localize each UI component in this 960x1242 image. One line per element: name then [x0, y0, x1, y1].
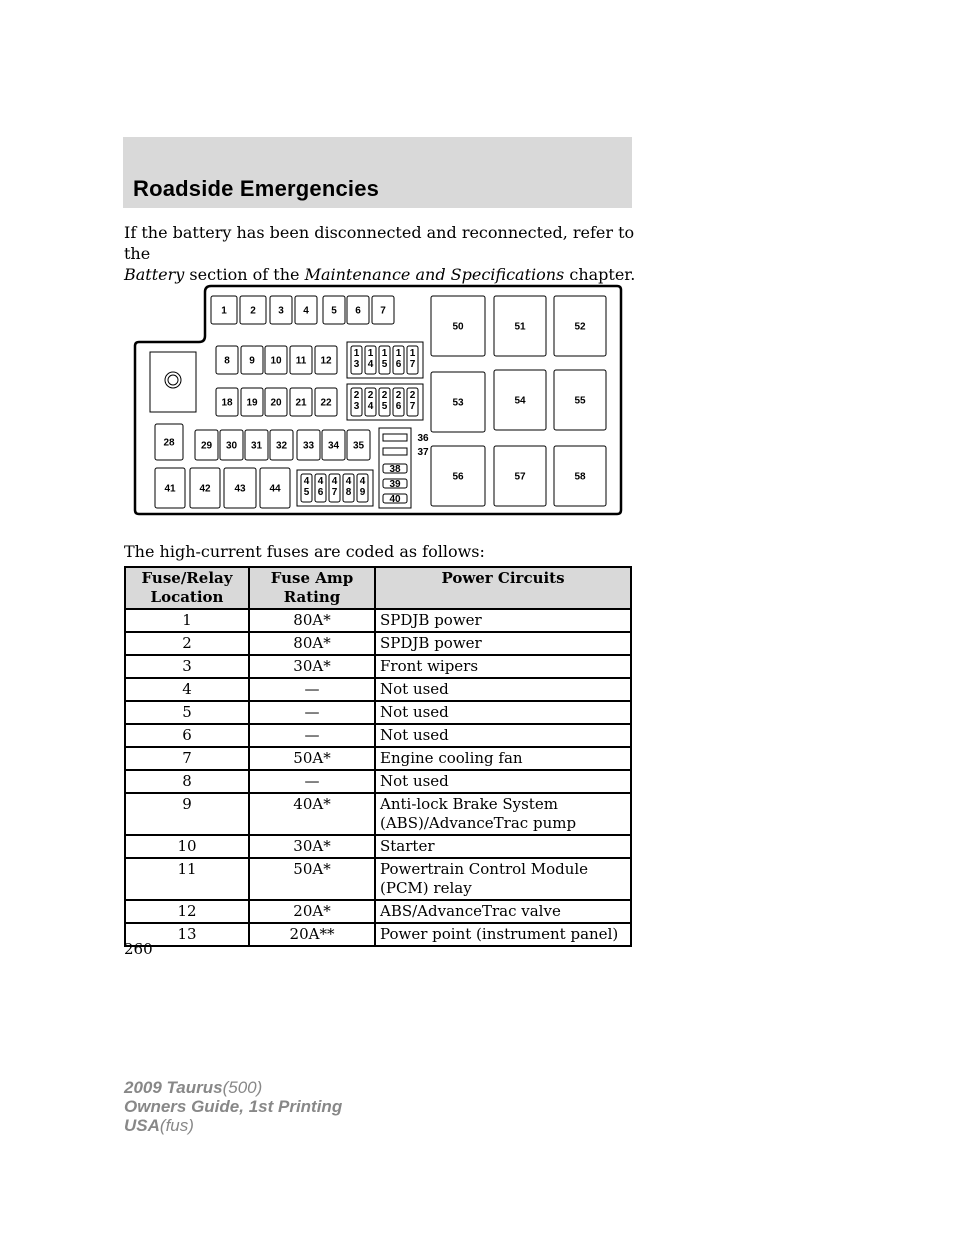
fuse-label: 56 — [452, 471, 464, 483]
cell-amp-rating: — — [249, 701, 375, 724]
cell-amp-rating: 80A* — [249, 609, 375, 632]
cell-amp-rating: — — [249, 724, 375, 747]
cell-location: 9 — [125, 793, 249, 835]
fuse-label: 42 — [199, 483, 211, 495]
cell-location: 11 — [125, 858, 249, 900]
footer-region-code: (fus) — [159, 1116, 194, 1135]
fuse-label: 4 6 — [317, 476, 324, 498]
cell-location: 4 — [125, 678, 249, 701]
fuse-label: 11 — [295, 355, 307, 367]
document-footer — [124, 1078, 342, 1135]
fuse-label: 40 — [389, 494, 401, 505]
cell-location: 3 — [125, 655, 249, 678]
fuse-label: 1 6 — [395, 348, 402, 370]
chapter-name: Maintenance and Specifications — [304, 265, 565, 284]
table-row — [125, 793, 631, 835]
cell-amp-rating: 30A* — [249, 835, 375, 858]
table-row — [125, 900, 631, 923]
fuse-label: 4 — [303, 305, 309, 317]
cell-amp-rating: 50A* — [249, 747, 375, 770]
cell-amp-rating: — — [249, 678, 375, 701]
cell-power-circuits: Starter — [375, 835, 631, 858]
table-row — [125, 632, 631, 655]
fuse-label: 54 — [514, 395, 526, 407]
cell-power-circuits: Not used — [375, 701, 631, 724]
cell-power-circuits: Front wipers — [375, 655, 631, 678]
cell-power-circuits: ABS/AdvanceTrac valve — [375, 900, 631, 923]
table-row — [125, 701, 631, 724]
fuse-label: 36 — [417, 433, 429, 444]
cell-power-circuits: Not used — [375, 678, 631, 701]
footer-guide: Owners Guide, 1st Printing — [124, 1097, 343, 1116]
cell-power-circuits: SPDJB power — [375, 609, 631, 632]
fuse-label: 38 — [389, 464, 401, 475]
header-amp-rating: Fuse Amp Rating — [249, 567, 375, 609]
fuse-label: 9 — [249, 355, 255, 367]
battery-note-end: chapter. — [569, 265, 636, 284]
table-row — [125, 609, 631, 632]
table-row — [125, 835, 631, 858]
relay-36 — [383, 434, 407, 441]
fuse-label: 19 — [246, 397, 258, 409]
table-row — [125, 858, 631, 900]
header-location: Fuse/Relay Location — [125, 567, 249, 609]
fuse-label: 1 5 — [381, 348, 388, 370]
fuse-label: 33 — [302, 440, 315, 452]
cell-power-circuits: SPDJB power — [375, 632, 631, 655]
fuse-table — [124, 566, 632, 947]
footer-region: USA — [124, 1116, 160, 1135]
fuse-label: 1 7 — [409, 348, 416, 370]
fuse-label: 31 — [250, 440, 263, 452]
fuse-label: 52 — [574, 321, 586, 333]
cell-power-circuits: Powertrain Control Module (PCM) relay — [375, 858, 631, 900]
battery-note-mid: section of the — [189, 265, 300, 284]
fuse-label: 57 — [514, 471, 526, 483]
cell-amp-rating: 40A* — [249, 793, 375, 835]
cell-power-circuits: Power point (instrument panel) — [375, 923, 631, 946]
fuse-label: 35 — [352, 440, 365, 452]
relay-37 — [383, 448, 407, 455]
fuse-label: 2 — [250, 305, 256, 317]
fuse-label: 4 7 — [331, 476, 338, 498]
connector-socket-inner — [168, 375, 178, 385]
fuse-label: 43 — [234, 483, 246, 495]
fuse-label: 4 8 — [345, 476, 352, 498]
fuse-label: 2 4 — [367, 390, 374, 412]
cell-location: 5 — [125, 701, 249, 724]
table-intro: The high-current fuses are coded as follows: — [124, 542, 485, 561]
cell-amp-rating: — — [249, 770, 375, 793]
fuse-label: 8 — [224, 355, 230, 367]
fuse-label: 2 3 — [353, 390, 360, 412]
fuse-label: 3 — [278, 305, 284, 317]
fuse-label: 21 — [295, 397, 307, 409]
fuse-label: 53 — [452, 397, 464, 409]
fuse-label: 55 — [574, 395, 586, 407]
fuse-box-diagram — [133, 284, 623, 518]
fuse-label: 1 3 — [353, 348, 360, 370]
fuse-label: 18 — [221, 397, 233, 409]
cell-location: 13 — [125, 923, 249, 946]
table-row — [125, 770, 631, 793]
page-number: 260 — [124, 940, 153, 958]
fuse-label: 34 — [327, 440, 340, 452]
cell-location: 12 — [125, 900, 249, 923]
fuse-label: 22 — [320, 397, 332, 409]
cell-power-circuits: Not used — [375, 724, 631, 747]
cell-location: 1 — [125, 609, 249, 632]
cell-power-circuits: Anti-lock Brake System (ABS)/AdvanceTrac pump — [375, 793, 631, 835]
fuse-label: 12 — [320, 355, 332, 367]
table-row — [125, 655, 631, 678]
table-row — [125, 747, 631, 770]
footer-model: 2009 Taurus — [124, 1078, 223, 1097]
table-row — [125, 923, 631, 946]
fuse-label: 32 — [275, 440, 288, 452]
fuse-label: 10 — [270, 355, 282, 367]
fuse-label: 7 — [380, 305, 386, 317]
fuse-label: 2 5 — [381, 390, 388, 412]
cell-power-circuits: Not used — [375, 770, 631, 793]
fuse-label: 1 — [221, 305, 227, 317]
fuse-label: 4 9 — [359, 476, 366, 498]
cell-amp-rating: 50A* — [249, 858, 375, 900]
fuse-label: 20 — [270, 397, 282, 409]
cell-amp-rating: 80A* — [249, 632, 375, 655]
cell-location: 10 — [125, 835, 249, 858]
fuse-label: 39 — [389, 479, 401, 490]
fuse-label: 41 — [164, 483, 176, 495]
section-title: Roadside Emergencies — [133, 176, 380, 201]
table-row — [125, 678, 631, 701]
table-row — [125, 724, 631, 747]
fuse-label: 1 4 — [367, 348, 374, 370]
fuse-label: 29 — [200, 440, 213, 452]
cell-amp-rating: 20A** — [249, 923, 375, 946]
fuse-label: 6 — [355, 305, 361, 317]
fuse-label: 30 — [225, 440, 238, 452]
fuse-label: 2 7 — [409, 390, 416, 412]
connector-socket — [165, 372, 181, 388]
battery-note-line1: If the battery has been disconnected and reconnected, refer to the — [124, 223, 635, 263]
fuse-label: 4 5 — [303, 476, 310, 498]
footer-model-code: (500) — [222, 1078, 263, 1097]
fuse-label: 2 6 — [395, 390, 402, 412]
connector-block — [150, 352, 196, 412]
header-power-circuits: Power Circuits — [375, 567, 631, 609]
fuse-label: 28 — [163, 437, 175, 449]
cell-amp-rating: 20A* — [249, 900, 375, 923]
fuse-label: 58 — [574, 471, 586, 483]
cell-location: 2 — [125, 632, 249, 655]
fuse-label: 50 — [452, 321, 464, 333]
fuse-label: 37 — [417, 447, 429, 458]
cell-location: 6 — [125, 724, 249, 747]
fuse-label: 5 — [331, 305, 337, 317]
cell-amp-rating: 30A* — [249, 655, 375, 678]
table-header-row — [125, 567, 631, 609]
battery-word: Battery — [124, 265, 185, 284]
fuse-label: 51 — [514, 321, 526, 333]
cell-location: 7 — [125, 747, 249, 770]
cell-location: 8 — [125, 770, 249, 793]
fuse-label: 44 — [269, 483, 281, 495]
battery-note — [124, 222, 644, 285]
cell-power-circuits: Engine cooling fan — [375, 747, 631, 770]
